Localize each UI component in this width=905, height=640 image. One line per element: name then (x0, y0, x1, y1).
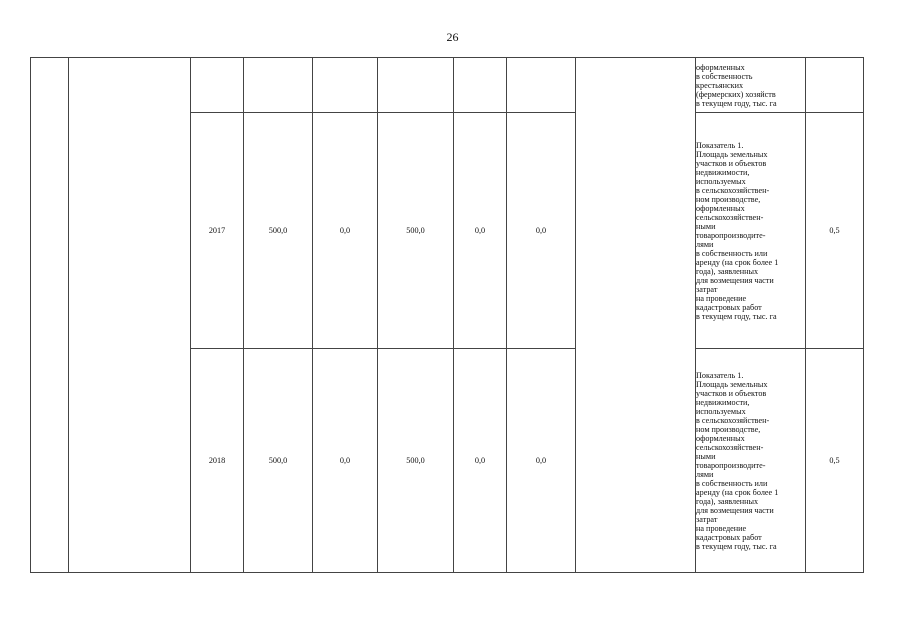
indicator-line: недвижимости, (696, 167, 750, 177)
indicator-line: года), заявленных (696, 266, 759, 276)
value-cell (454, 58, 507, 113)
indicator-line: Показатель 1. (696, 370, 744, 380)
indicator-line: используемых (696, 406, 746, 416)
indicator-line: оформленных (696, 203, 745, 213)
number-cell (31, 58, 69, 573)
indicator-line: лями (696, 469, 714, 479)
year-cell (191, 58, 244, 113)
indicator-line: на проведение (696, 293, 747, 303)
indicator-line: в текущем году, тыс. га (696, 98, 777, 108)
indicator-line: кадастровых работ (696, 532, 762, 542)
indicator-line: для возмещения части (696, 505, 774, 515)
year-cell: 2018 (191, 349, 244, 573)
indicator-line: товаропроизводите- (696, 460, 766, 470)
indicator-cell (696, 58, 806, 113)
indicator-line: кадастровых работ (696, 302, 762, 312)
indicator-line: в собственность или (696, 478, 768, 488)
value-cell: 0,0 (313, 349, 378, 573)
value-cell: 500,0 (244, 349, 313, 573)
indicator-line: для возмещения части (696, 275, 774, 285)
value-cell: 0,0 (313, 113, 378, 349)
indicator-line: Площадь земельных (696, 149, 768, 159)
indicator-line: (фермерских) хозяйств (696, 89, 776, 99)
value-cell: 500,0 (378, 349, 454, 573)
indicator-line: в сельскохозяйствен- (696, 415, 770, 425)
indicator-line: ными (696, 451, 716, 461)
indicator-line: затрат (696, 284, 718, 294)
indicator-line: Показатель 1. (696, 140, 744, 150)
indicator-line: используемых (696, 176, 746, 186)
year-cell: 2017 (191, 113, 244, 349)
value-cell (378, 58, 454, 113)
indicator-line: ном производстве, (696, 194, 761, 204)
value-cell: 0,0 (507, 349, 576, 573)
responsible-cell (576, 58, 696, 573)
indicator-line: ными (696, 221, 716, 231)
indicator-line: в собственность или (696, 248, 768, 258)
indicator-line: ном производстве, (696, 424, 761, 434)
indicator-value-cell: 0,5 (806, 349, 864, 573)
indicator-line: лями (696, 239, 714, 249)
program-table (30, 57, 864, 573)
value-cell (313, 58, 378, 113)
indicator-line: года), заявленных (696, 496, 759, 506)
indicator-line: крестьянских (696, 80, 744, 90)
indicator-line: оформленных (696, 433, 745, 443)
indicator-line: товаропроизводите- (696, 230, 766, 240)
indicator-line: в собственность (696, 71, 753, 81)
indicator-line: оформленных (696, 62, 745, 72)
indicator-cell (696, 113, 806, 349)
measure-name-cell (69, 58, 191, 573)
value-cell: 0,0 (507, 113, 576, 349)
value-cell: 500,0 (378, 113, 454, 349)
indicator-line: аренду (на срок более 1 (696, 257, 779, 267)
indicator-line: участков и объектов (696, 158, 767, 168)
indicator-line: на проведение (696, 523, 747, 533)
indicator-line: сельскохозяйствен- (696, 442, 764, 452)
indicator-line: сельскохозяйствен- (696, 212, 764, 222)
table-row-continuation (31, 58, 864, 113)
indicator-line: в сельскохозяйствен- (696, 185, 770, 195)
indicator-cell (696, 349, 806, 573)
value-cell: 500,0 (244, 113, 313, 349)
value-cell (507, 58, 576, 113)
value-cell: 0,0 (454, 113, 507, 349)
indicator-line: аренду (на срок более 1 (696, 487, 779, 497)
indicator-line: участков и объектов (696, 388, 767, 398)
indicator-line: затрат (696, 514, 718, 524)
page-number: 26 (446, 30, 459, 44)
indicator-value-cell (806, 58, 864, 113)
indicator-line: Площадь земельных (696, 379, 768, 389)
indicator-line: в текущем году, тыс. га (696, 311, 777, 321)
indicator-line: недвижимости, (696, 397, 750, 407)
indicator-value-cell: 0,5 (806, 113, 864, 349)
value-cell (244, 58, 313, 113)
value-cell: 0,0 (454, 349, 507, 573)
indicator-line: в текущем году, тыс. га (696, 541, 777, 551)
